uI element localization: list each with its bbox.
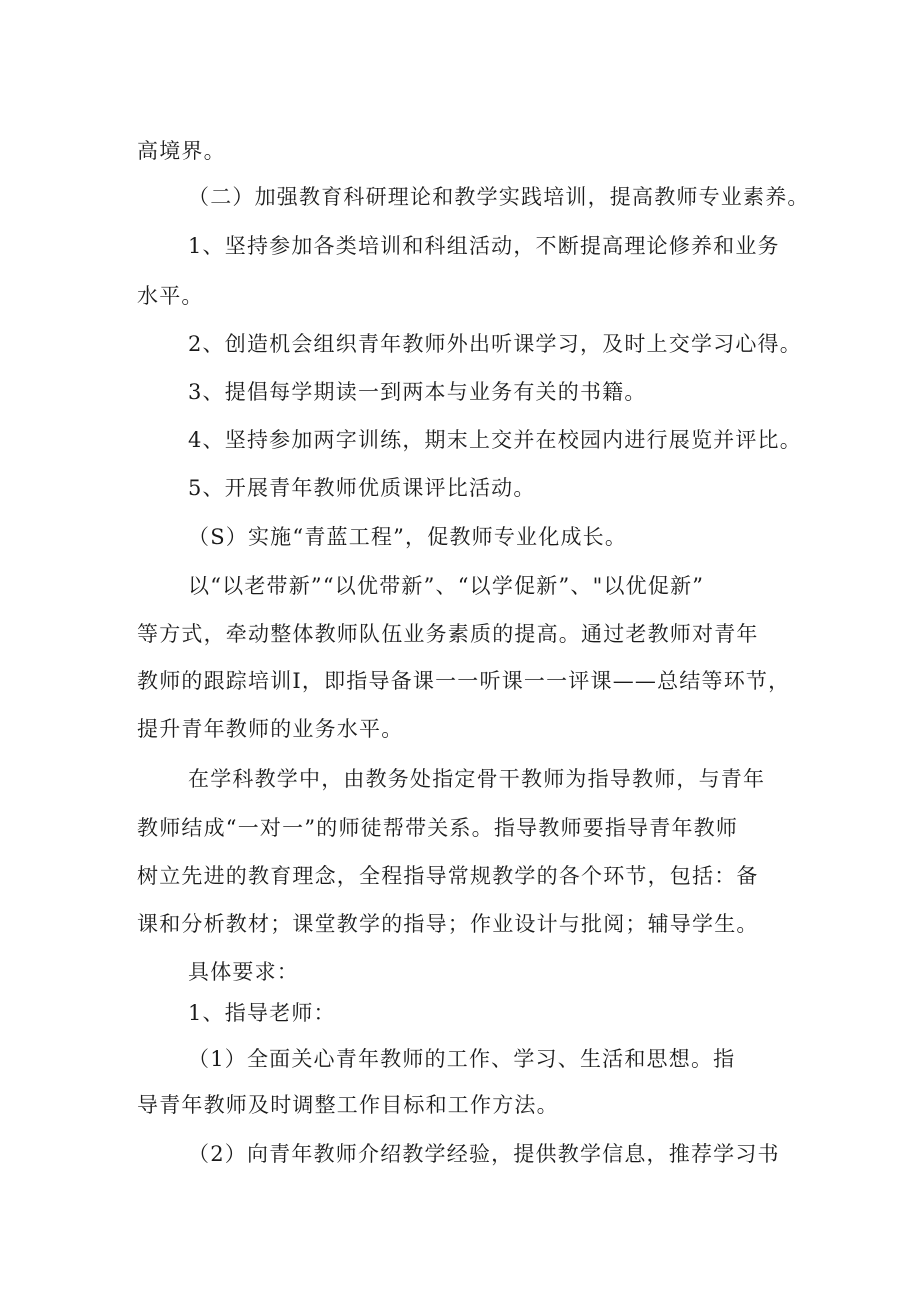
mentor-item-1-line-2: 导青年教师及时调整工作目标和工作方法。	[137, 1093, 559, 1117]
paragraph-1-line-2: 等方式，牵动整体教师队伍业务素质的提高。通过老教师对青年	[137, 622, 759, 646]
paragraph-1-line-3: 教师的跟踪培训I，即指导备课一一听课一一评课——总结等环节，	[137, 669, 791, 693]
mentor-item-2-line-1: （2）向青年教师介绍教学经验，提供教学信息，推荐学习书	[188, 1142, 780, 1166]
list-item-1: 1、坚持参加各类培训和科组活动，不断提高理论修养和业务	[188, 234, 780, 258]
list-item-4: 4、坚持参加两字训练，期末上交并在校园内进行展览并评比。	[188, 428, 802, 452]
requirements-heading: 具体要求：	[188, 960, 299, 984]
mentor-item-1-line-1: （1）全面关心青年教师的工作、学习、生活和思想。指	[188, 1047, 736, 1071]
paragraph-2-line-2: 教师结成“一对一”的师徒帮带关系。指导教师要指导青年教师	[137, 816, 739, 840]
list-item-3: 3、提倡每学期读一到两本与业务有关的书籍。	[188, 380, 647, 404]
list-item-5: 5、开展青年教师优质课评比活动。	[188, 476, 536, 500]
section-heading-2: （二）加强教育科研理论和教学实践培训，提高教师专业素养。	[188, 185, 810, 209]
paragraph-2-line-3: 树立先进的教育理念，全程指导常规教学的各个环节，包括：备	[137, 864, 759, 888]
paragraph-2-line-1: 在学科教学中，由教务处指定骨干教师为指导教师，与青年	[188, 767, 766, 791]
mentor-heading: 1、指导老师：	[188, 1001, 336, 1025]
section-heading-3: （S）实施“青蓝工程”，促教师专业化成长。	[188, 525, 628, 549]
text-line-1: 高境界。	[137, 139, 226, 163]
paragraph-1-line-1: 以“以老带新”“以优带新”、“以学促新”、"以优促新”	[188, 574, 705, 598]
list-item-1-cont: 水平。	[137, 284, 204, 308]
paragraph-1-line-4: 提升青年教师的业务水平。	[137, 717, 404, 741]
list-item-2: 2、创造机会组织青年教师外出听课学习，及时上交学习心得。	[188, 332, 802, 356]
paragraph-2-line-4: 课和分析教材；课堂教学的指导；作业设计与批阅；辅导学生。	[137, 912, 759, 936]
